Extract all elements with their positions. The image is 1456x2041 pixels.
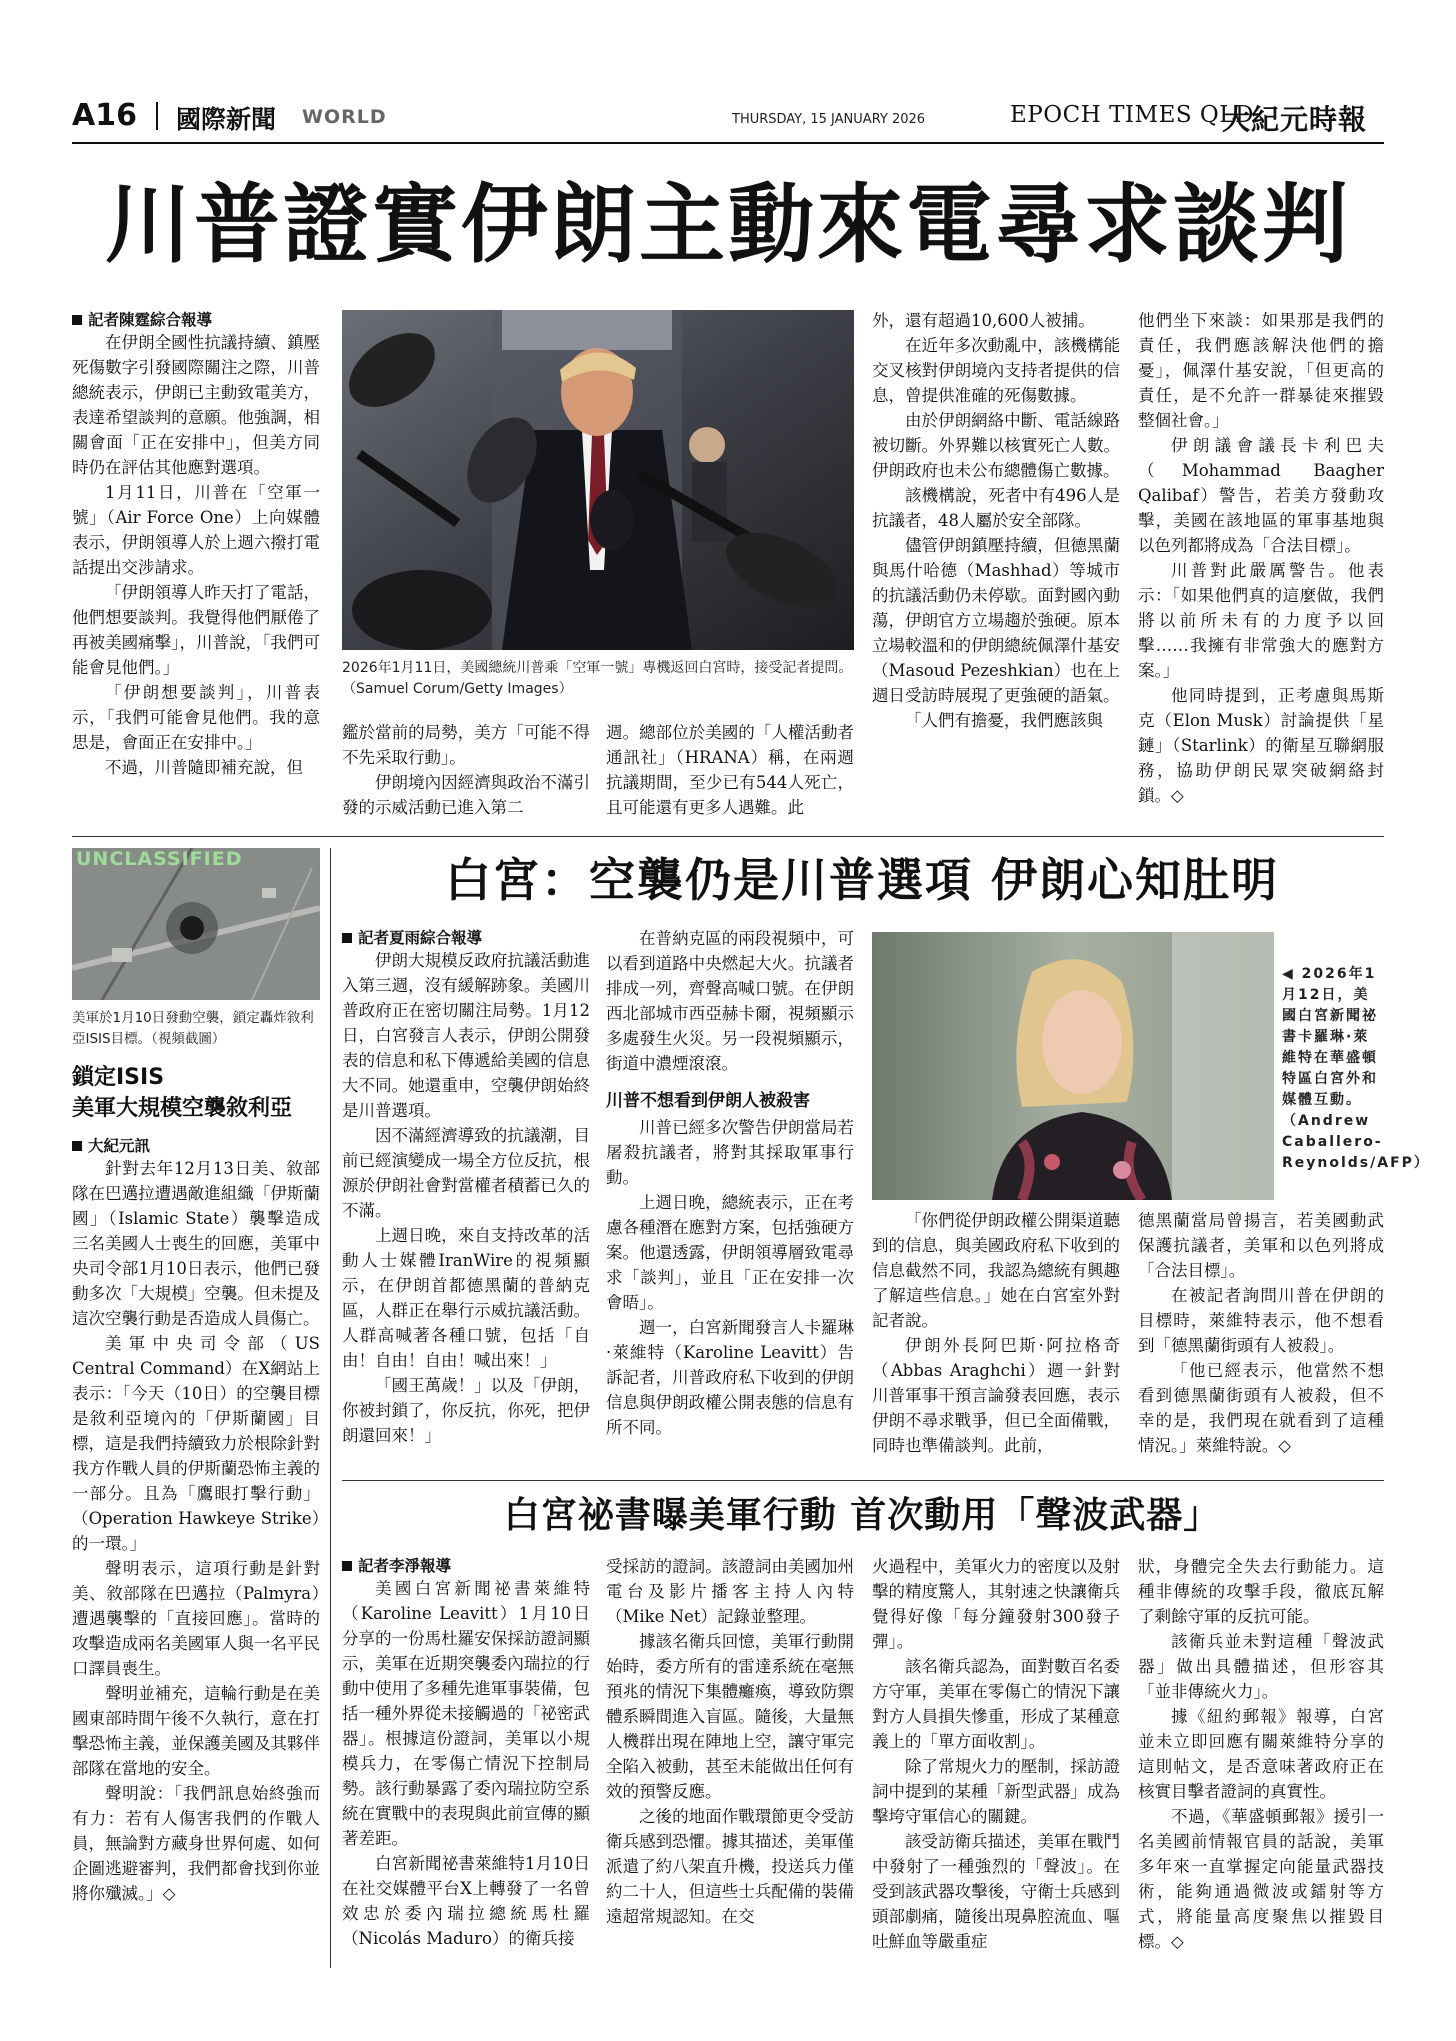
paragraph: 在近年多次動亂中，該機構能交叉核對伊朗境內支持者提供的信息，曾提供准確的死傷數據。 <box>872 336 1120 405</box>
section-divider <box>72 836 1384 837</box>
paragraph: 1月11日，川普在「空軍一號」（Air Force One）上向媒體表示，伊朗領導人於上週六撥打電話提出交涉請求。 <box>72 483 320 577</box>
story2-column-1 <box>342 926 590 1466</box>
paragraph: 白宮新聞祕書萊維特1月10日在社交媒體平台X上轉發了一名曾效忠於委內瑞拉總統馬杜羅（Nicolás Maduro）的衛兵接 <box>342 1854 590 1948</box>
paragraph: 由於伊朗網絡中斷、電話線路被切斷。外界難以核實死亡人數。伊朗政府也未公布總體傷亡數據。 <box>872 411 1120 480</box>
paragraph: 伊朗外長阿巴斯·阿拉格奇（Abbas Araghchi）週一針對川普軍事干預言論發表回應，表示伊朗不尋求戰爭，但已全面備戰，同時也準備談判。此前， <box>872 1336 1120 1455</box>
paragraph: 週一，白宮新聞發言人卡羅琳·萊維特（Karoline Leavitt）告訴記者，川普政府私下收到的伊朗信息與伊朗政權公開表態的信息有所不同。 <box>606 1318 854 1437</box>
lead-photo <box>342 310 854 650</box>
lead-headline: 川普證實伊朗主動來電尋求談判 <box>105 174 1351 275</box>
lead-column-2 <box>342 720 590 840</box>
sidebar-divider <box>330 848 331 1968</box>
paragraph: 在伊朗全國性抗議持續、鎮壓死傷數字引發國際關注之際，川普總統表示，伊朗已主動致電美方，表達希望談判的意願。他強調，相關會面「正在安排中」，但美方同時仍在評估其他應對選項。 <box>72 333 320 477</box>
byline-marker <box>72 315 82 325</box>
paragraph: 伊朗境內因經濟與政治不滿引發的示威活動已進入第二 <box>342 773 590 817</box>
lead-column-3 <box>606 720 854 840</box>
paragraph: 據《紐約郵報》報導，白宮並未立即回應有關萊維特分享的這則帖文，是否意味著政府正在核實目擊者證詞的真實性。 <box>1138 1707 1384 1801</box>
sidebar-body <box>72 1134 320 1964</box>
byline-marker <box>72 1141 82 1151</box>
paragraph: 狀，身體完全失去行動能力。這種非傳統的攻擊手段，徹底瓦解了剩餘守軍的反抗可能。 <box>1138 1557 1384 1626</box>
issue-date: THURSDAY, 15 JANUARY 2026 <box>732 112 926 127</box>
section-name-english: WORLD <box>302 106 387 128</box>
karoline-leavitt-image <box>872 932 1274 1200</box>
publication-logo: 大紀元時報 <box>1222 103 1368 136</box>
paragraph: 上週日晚，總統表示，正在考慮各種潛在應對方案，包括強硬方案。他還透露，伊朗領導層致電尋求「談判」，並且「正在安排一次會晤」。 <box>606 1193 854 1312</box>
story3-divider <box>342 1480 1384 1481</box>
story3-column-4 <box>1138 1554 1384 1974</box>
paragraph: 「他已經表示，他當然不想看到德黑蘭街頭有人被殺，但不幸的是，我們現在就看到了這種情況。」萊維特說。◇ <box>1138 1361 1384 1455</box>
masthead-rule <box>72 142 1384 144</box>
paragraph: 「人們有擔憂，我們應該與 <box>905 711 1103 730</box>
paragraph: 因不滿經濟導致的抗議潮，目前已經演變成一場全方位反抗，根源於伊朗社會對當權者積蓄已久的不滿。 <box>342 1126 590 1220</box>
paragraph: 不過，川普隨即補充說，但 <box>105 758 303 777</box>
paragraph: 儘管伊朗鎮壓持續，但德黑蘭與馬什哈德（Mashhad）等城市的抗議活動仍未停歇。面對國內動蕩，伊朗官方立場趨於強硬。原本立場較溫和的伊朗總統佩澤什基安（Masoud Pezeshkian）也在上週日受訪時展現了更強硬的語氣。 <box>872 536 1120 705</box>
paragraph: 聲明並補充，這輪行動是在美國東部時間午後不久執行，意在打擊恐怖主義，並保護美國及其夥伴部隊在當地的安全。 <box>72 1684 320 1778</box>
paragraph: 火過程中，美軍火力的密度以及射擊的精度驚人，其射速之快讓衛兵覺得好像「每分鐘發射300發子彈」。 <box>872 1557 1120 1651</box>
story2-byline: 記者夏雨綜合報導 <box>342 926 590 948</box>
paragraph: 在普納克區的兩段視頻中，可以看到道路中央燃起大火。抗議者排成一列，齊聲高喊口號。在伊朗西北部城市西亞赫卡爾，視頻顯示多處發生火災。另一段視頻顯示，街道中濃煙滾滾。 <box>606 929 854 1073</box>
airstrike-satellite-image <box>72 848 320 1000</box>
paragraph: 不過，《華盛頓郵報》援引一名美國前情報官員的話說，美軍多年來一直掌握定向能量武器技術，能夠通過微波或鐳射等方式，將能量高度聚焦以摧毀目標。◇ <box>1138 1807 1384 1951</box>
paragraph: 鑑於當前的局勢，美方「可能不得不先采取行動」。 <box>342 723 590 767</box>
paragraph: 該名衛兵認為，面對數百名委方守軍，美軍在零傷亡的情況下讓對方人員損失慘重，形成了某種意義上的「單方面收割」。 <box>872 1657 1120 1751</box>
story3-column-3 <box>872 1554 1120 1974</box>
lead-photo-caption: 2026年1月11日，美國總統川普乘「空軍一號」專機返回白宮時，接受記者提問。（Samuel Corum/Getty Images） <box>342 660 853 697</box>
story3-column-1 <box>342 1554 590 1974</box>
paragraph: 美軍中央司令部（US Central Command）在X網站上表示：「今天（10日）的空襲目標是敘利亞境內的「伊斯蘭國」目標，這是我們持續致力於根除針對我方作戰人員的伊斯蘭恐怖主義的一部分。且為「鷹眼打擊行動」（Operation Hawkeye Strike）的一環。」 <box>72 1334 320 1553</box>
paragraph: 該機構說，死者中有496人是抗議者，48人屬於安全部隊。 <box>872 486 1120 530</box>
paragraph: 除了常規火力的壓制，採訪證詞中提到的某種「新型武器」成為擊垮守軍信心的關鍵。 <box>872 1757 1120 1826</box>
lead-column-5 <box>1138 308 1384 840</box>
paragraph: 德黑蘭當局曾揚言，若美國動武保護抗議者，美軍和以色列將成「合法目標」。 <box>1138 1211 1384 1280</box>
story2-column-4 <box>1138 1208 1384 1468</box>
story3-byline: 記者李淨報導 <box>342 1554 590 1576</box>
publication-name: EPOCH TIMES QLD <box>1010 102 1254 128</box>
paragraph: 伊朗議會議長卡利巴夫（Mohammad Baagher Qalibaf）警告，若美方發動攻擊，美國在該地區的軍事基地與以色列都將成為「合法目標」。 <box>1138 436 1384 555</box>
story2-subheading: 川普不想看到伊朗人被殺害 <box>606 1091 810 1111</box>
paragraph: 他同時提到，正考慮與馬斯克（Elon Musk）討論提供「星鏈」（Starlink）的衛星互聯網服務，協助伊朗民眾突破網絡封鎖。◇ <box>1138 686 1384 805</box>
paragraph: 川普已經多次警告伊朗當局若屠殺抗議者，將對其採取軍事行動。 <box>606 1118 854 1187</box>
paragraph: 川普對此嚴厲警告。他表示：「如果他們真的這麼做，我們將以前所未有的力度予以回擊……我擁有非常強大的應對方案。」 <box>1138 561 1384 680</box>
story2-headline: 白宮：空襲仍是川普選項 伊朗心知肚明 <box>444 853 1279 907</box>
masthead-divider <box>156 102 158 130</box>
unclassified-label: UNCLASSIFIED <box>76 848 243 870</box>
paragraph: 之後的地面作戰環節更令受訪衛兵感到恐懼。據其描述，美軍僅派遣了約八架直升機，投送兵力僅約二十人，但這些士兵配備的裝備遠超常規認知。在交 <box>606 1807 854 1926</box>
story3-column-2 <box>606 1554 854 1974</box>
sidebar-headline-line-1: 鎖定ISIS <box>72 1065 165 1090</box>
sidebar-headline-line-2: 美軍大規模空襲敘利亞 <box>72 1096 293 1121</box>
lead-column-4 <box>872 308 1120 840</box>
story2-column-2 <box>606 926 854 1466</box>
lead-byline: 記者陳霆綜合報導 <box>72 308 320 330</box>
byline-marker <box>342 1561 352 1571</box>
paragraph: 美國白宮新聞祕書萊維特（Karoline Leavitt）1月10日分享的一份馬杜羅安保採訪證詞顯示，美軍在近期突襲委內瑞拉的行動中使用了多種先進軍事裝備，包括一種外界從未接觸過的「祕密武器」。根據這份證詞，美軍以小規模兵力，在零傷亡情況下控制局勢。該行動暴露了委內瑞拉防空系統在實戰中的表現與此前宣傳的顯著差距。 <box>342 1579 590 1848</box>
lead-photo-trump-image <box>342 310 854 650</box>
paragraph: 上週日晚，來自支持改革的活動人士媒體IranWire的視頻顯示，在伊朗首都德黑蘭的普納克區，人群正在舉行示威抗議活動。人群高喊著各種口號，包括「自由！自由！自由！喊出來！」 <box>342 1226 590 1370</box>
paragraph: 針對去年12月13日美、敘部隊在巴邁拉遭遇敵進組織「伊斯蘭國」（Islamic State）襲擊造成三名美國人士喪生的回應，美軍中央司令部1月10日表示，他們已發動多次「大規模」空襲。但未提及這次空襲行動是否造成人員傷亡。 <box>72 1159 320 1328</box>
section-name: 國際新聞 <box>176 105 277 134</box>
page-number: A16 <box>72 98 137 133</box>
paragraph: 聲明表示，這項行動是針對美、敘部隊在巴邁拉（Palmyra）遭遇襲擊的「直接回應」。當時的攻擊造成兩名美國軍人與一名平民口譯員喪生。 <box>72 1559 320 1678</box>
lead-column-1 <box>72 308 320 840</box>
paragraph: 該衛兵並未對這種「聲波武器」做出具體描述，但形容其「並非傳統火力」。 <box>1138 1632 1384 1701</box>
paragraph: 在被記者詢問川普在伊朗的目標時，萊維特表示，他不想看到「德黑蘭街頭有人被殺」。 <box>1138 1286 1384 1355</box>
story3-headline: 白宮祕書曝美軍行動 首次動用「聲波武器」 <box>503 1495 1221 1536</box>
paragraph: 「伊朗想要談判」，川普表示，「我們可能會見他們。我的意思是，會面正在安排中。」 <box>72 683 320 752</box>
story2-photo <box>872 932 1274 1200</box>
paragraph: 週。總部位於美國的「人權活動者通訊社」（HRANA）稱，在兩週抗議期間，至少已有544人死亡，且可能還有更多人遇難。此 <box>606 723 854 817</box>
masthead <box>72 96 1384 142</box>
paragraph: 「國王萬歲！」以及「伊朗，你被封鎖了，你反抗，你死，把伊朗還回來！」 <box>342 1376 590 1445</box>
sidebar-headline <box>72 1062 320 1124</box>
paragraph: 受採訪的證詞。該證詞由美國加州電台及影片播客主持人內特（Mike Net）記錄並整理。 <box>606 1557 854 1626</box>
paragraph: 「你們從伊朗政權公開渠道聽到的信息，與美國政府私下收到的信息截然不同，我認為總統有興趣了解這些信息。」她在白宮室外對記者說。 <box>872 1211 1120 1330</box>
paragraph: 該受訪衛兵描述，美軍在戰鬥中發射了一種強烈的「聲波」。在受到該武器攻擊後，守衛士兵感到頭部劇痛，隨後出現鼻腔流血、嘔吐鮮血等嚴重症 <box>872 1832 1120 1951</box>
paragraph: 外，還有超過10,600人被捕。 <box>872 311 1095 330</box>
byline-marker <box>342 933 352 943</box>
sidebar-photo-caption: 美軍於1月10日發動空襲，鎖定轟炸敘利亞ISIS目標。（視頻截圖） <box>72 1010 314 1047</box>
paragraph: 伊朗大規模反政府抗議活動進入第三週，沒有緩解跡象。美國川普政府正在密切關注局勢。1月12日，白宮發言人表示，伊朗公開發表的信息和私下傳遞給美國的信息大不同。她還重申，空襲伊朗始終是川普選項。 <box>342 951 590 1120</box>
paragraph: 他們坐下來談：如果那是我們的責任，我們應該解決他們的擔憂」，佩澤什基安說，「但更高的責任，是不允許一群暴徒來摧毀整個社會。」 <box>1138 311 1384 430</box>
paragraph: 「伊朗領導人昨天打了電話，他們想要談判。我覺得他們厭倦了再被美國痛擊」，川普說，「我們可能會見他們。」 <box>72 583 320 677</box>
story2-column-3 <box>872 1208 1120 1468</box>
sidebar-byline: 大紀元訊 <box>72 1134 320 1156</box>
paragraph: 據該名衛兵回憶，美軍行動開始時，委方所有的雷達系統在毫無預兆的情況下集體癱瘓，導致防禦體系瞬間進入盲區。隨後，大量無人機群出現在陣地上空，讓守軍完全陷入被動，甚至未能做出任何有效的預警反應。 <box>606 1632 854 1801</box>
sidebar-photo <box>72 848 320 1000</box>
paragraph: 聲明說：「我們訊息始終強而有力：若有人傷害我們的作戰人員，無論對方藏身世界何處、如何企圖逃避審判，我們都會找到你並將你殲滅。」◇ <box>72 1784 320 1903</box>
story2-photo-caption: ◀ 2026年1月12日，美國白宮新聞祕書卡羅琳·萊維特在華盛頓特區白宮外和媒體互動。（Andrew Caballero-Reynolds/AFP） <box>1282 966 1430 1171</box>
